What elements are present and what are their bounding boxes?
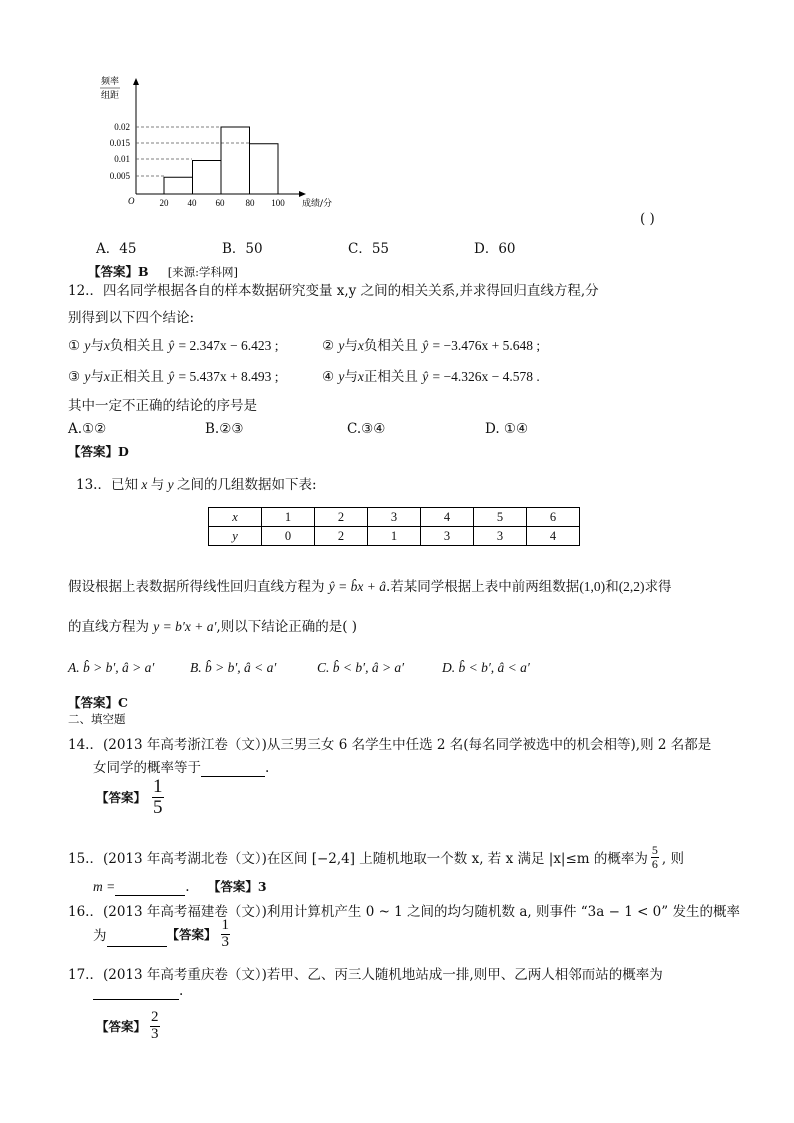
q16-answer-denominator: 3 bbox=[221, 933, 230, 950]
table-row bbox=[209, 527, 580, 546]
q12-conclusion-1: ① y与x负相关且 ŷ = 2.347x − 6.423 ; bbox=[68, 338, 279, 354]
q13-answer: C bbox=[118, 695, 128, 710]
q13-option-c: C. b̂ < b′, â > a′ bbox=[317, 660, 405, 675]
q13-data-table bbox=[208, 507, 580, 546]
q12-c2-num: ② bbox=[322, 338, 335, 354]
q14-line2 bbox=[93, 756, 269, 777]
q12-option-a: A.①② bbox=[68, 421, 107, 437]
table-cell: 1 bbox=[368, 527, 421, 546]
x-tick-80: 80 bbox=[245, 198, 255, 208]
section-heading-fill-in: 二、填空题 bbox=[68, 712, 126, 726]
q11-option-c: C．55 bbox=[348, 241, 390, 257]
x-axis-arrow bbox=[299, 191, 306, 197]
table-cell: 3 bbox=[368, 508, 421, 527]
q11-option-b: B．50 bbox=[222, 241, 263, 257]
q11-answer: B bbox=[138, 264, 149, 279]
q15-frac-numerator: 5 bbox=[651, 843, 658, 857]
table-cell: 4 bbox=[527, 527, 580, 546]
y-label-top: 频率 bbox=[100, 77, 120, 87]
q14-answer-numerator: 1 bbox=[153, 776, 163, 797]
x-tick-40: 40 bbox=[187, 198, 197, 208]
q17-answer-fraction bbox=[150, 1010, 160, 1043]
q12-c4-eq: = −4.326x − 4.578 . bbox=[432, 369, 540, 384]
q12-c3-num: ③ bbox=[68, 369, 81, 385]
q15-answer-label: 【答案】 bbox=[207, 879, 258, 894]
q16-answer-label: 【答案】 bbox=[166, 927, 217, 943]
q16-line2-text: 为 bbox=[93, 928, 107, 945]
origin-label: O bbox=[128, 196, 135, 206]
table-cell: 3 bbox=[474, 527, 527, 546]
q12-c3-rel: 正相关且 bbox=[109, 369, 164, 385]
q13-stem: 13.．已知 x 与 y 之间的几组数据如下表: bbox=[76, 477, 317, 493]
q12-conclusion-3: ③ y与x正相关且 ŷ = 5.437x + 8.493 ; bbox=[68, 369, 279, 385]
histogram-bar-40-60 bbox=[193, 161, 222, 195]
q14-line2-end: . bbox=[265, 760, 270, 776]
q12-stem-line1: 12.．四名同学根据各自的样本数据研究变量 x,y 之间的相关关系,并求得回归直线方程,分 bbox=[68, 283, 599, 299]
q16-answer-numerator: 1 bbox=[221, 917, 230, 933]
q14-answer-fraction bbox=[152, 777, 164, 818]
table-row bbox=[209, 508, 580, 527]
x-tick-60: 60 bbox=[215, 198, 225, 208]
y-tick-0-01: 0.01 bbox=[114, 154, 130, 164]
table-cell: 6 bbox=[527, 508, 580, 527]
q14-blank bbox=[201, 760, 265, 777]
q12-conclusion-2: ② y与x负相关且 ŷ = −3.476x + 5.648 ; bbox=[322, 338, 541, 354]
q15-blank bbox=[115, 879, 185, 896]
table-cell: 3 bbox=[421, 527, 474, 546]
q13-line2 bbox=[68, 615, 357, 635]
table-cell: 4 bbox=[421, 508, 474, 527]
q15-line2-end: . bbox=[185, 879, 190, 895]
y-axis-arrow bbox=[133, 78, 139, 85]
q15-line1 bbox=[68, 844, 684, 870]
q11-option-a: A．45 bbox=[96, 241, 137, 257]
q12-c1-eq: = 2.347x − 6.423 ; bbox=[178, 338, 279, 353]
histogram-bar-60-80 bbox=[221, 127, 250, 194]
table-header-y: y bbox=[209, 527, 262, 546]
q13-option-a: A. b̂ > b′, â > a′ bbox=[68, 660, 155, 675]
histogram-bar-80-100 bbox=[250, 144, 279, 194]
table-header-x: x bbox=[209, 508, 262, 527]
q13-line2-a: 的直线方程为 bbox=[68, 619, 149, 635]
q13-option-b: B. b̂ > b′, â < a′ bbox=[190, 660, 277, 675]
q12-option-b: B.②③ bbox=[205, 421, 244, 437]
q17-line1: 17.．(2013 年高考重庆卷（文）)若甲、乙、丙三人随机地站成一排,则甲、乙两人相邻而站的概率为 bbox=[68, 967, 663, 983]
q12-c1-with: 与 bbox=[90, 338, 104, 354]
q13-line-eq: y = b′x + a′ bbox=[153, 619, 217, 634]
q13-line1-c: 求得 bbox=[644, 579, 672, 595]
q16-blank bbox=[107, 930, 167, 947]
table-cell: 0 bbox=[262, 527, 315, 546]
q13-answer-line bbox=[68, 692, 128, 711]
q14-answer-label: 【答案】 bbox=[96, 790, 147, 806]
q12-conclusion-4: ④ y与x正相关且 ŷ = −4.326x − 4.578 . bbox=[322, 369, 540, 385]
q13-line1 bbox=[68, 575, 672, 595]
q17-answer-denominator: 3 bbox=[151, 1025, 159, 1042]
q13-and: 和 bbox=[605, 579, 619, 595]
y-tick-0-02: 0.02 bbox=[114, 122, 130, 132]
q11-source: [来源:学科网] bbox=[167, 265, 239, 279]
histogram-figure bbox=[80, 72, 350, 217]
q11-answer-line bbox=[88, 261, 238, 280]
q13-answer-label: 【答案】 bbox=[68, 695, 119, 710]
q12-c1-y: y bbox=[84, 338, 91, 353]
histogram-bars bbox=[164, 127, 278, 194]
q13-stem-start: 13.．已知 bbox=[76, 477, 138, 493]
q13-point-1: (1,0) bbox=[579, 579, 606, 594]
q16-answer-fraction bbox=[221, 918, 231, 951]
q12-c4-rel: 正相关且 bbox=[363, 369, 418, 385]
q17-blank bbox=[93, 983, 179, 1000]
q12-c1-num: ① bbox=[68, 338, 81, 354]
q17-answer-label: 【答案】 bbox=[96, 1019, 147, 1035]
q14-answer-denominator: 5 bbox=[153, 796, 163, 818]
q11-paren: ( ) bbox=[640, 211, 655, 227]
histogram-bar-20-40 bbox=[164, 177, 193, 194]
q11-answer-label: 【答案】 bbox=[88, 264, 139, 279]
y-tick-0-015: 0.015 bbox=[109, 138, 130, 148]
q12-c1-x: x bbox=[103, 338, 110, 353]
q13-regression-eq: ŷ = b̂x + â bbox=[328, 579, 387, 594]
q12-stem-line2: 别得到以下四个结论: bbox=[68, 310, 195, 326]
q12-c4-num: ④ bbox=[322, 369, 335, 385]
q13-stem-mid: 与 bbox=[150, 477, 165, 493]
q15-answer: 3 bbox=[257, 879, 267, 894]
q12-c3-eq: = 5.437x + 8.493 ; bbox=[178, 369, 279, 384]
q12-option-d: D. ①④ bbox=[485, 421, 529, 437]
q13-line1-a: 假设根据上表数据所得线性回归直线方程为 bbox=[68, 579, 325, 595]
q15-line2-text: m = bbox=[93, 879, 116, 894]
table-cell: 5 bbox=[474, 508, 527, 527]
q13-option-d: D. b̂ < b′, â < a′ bbox=[442, 660, 530, 675]
table-cell: 2 bbox=[315, 527, 368, 546]
x-tick-20: 20 bbox=[159, 198, 169, 208]
q15-line1-end: , 则 bbox=[661, 851, 684, 868]
q15-line2 bbox=[93, 877, 267, 896]
table-cell: 1 bbox=[262, 508, 315, 527]
y-label-bottom: 组距 bbox=[100, 91, 120, 101]
q13-point-2: (2,2) bbox=[618, 579, 645, 594]
q15-fraction bbox=[651, 844, 659, 870]
q13-line1-b: .若某同学根据上表中前两组数据 bbox=[386, 579, 580, 595]
q12-answer-label: 【答案】 bbox=[68, 444, 119, 459]
q13-line2-b: ,则以下结论正确的是( ) bbox=[216, 619, 358, 635]
q12-c1-rel: 负相关且 bbox=[109, 338, 164, 354]
y-tick-0-005: 0.005 bbox=[109, 171, 130, 181]
q12-answer: D bbox=[118, 444, 129, 459]
q17-line2-end: . bbox=[179, 983, 184, 999]
q12-prompt: 其中一定不正确的结论的序号是 bbox=[68, 398, 257, 414]
q16-line2 bbox=[93, 918, 230, 951]
q11-option-d: D．60 bbox=[474, 241, 516, 257]
q14-line2-text: 女同学的概率等于 bbox=[93, 760, 201, 776]
q12-c2-rel: 负相关且 bbox=[363, 338, 418, 354]
x-axis-label: 成绩/分 bbox=[302, 199, 333, 209]
q15-frac-denominator: 6 bbox=[651, 856, 658, 871]
q12-c2-eq: = −3.476x + 5.648 ; bbox=[432, 338, 541, 353]
q13-stem-end: 之间的几组数据如下表: bbox=[176, 477, 317, 493]
table-cell: 2 bbox=[315, 508, 368, 527]
x-tick-100: 100 bbox=[271, 198, 285, 208]
q12-option-c: C.③④ bbox=[347, 421, 386, 437]
q14-answer-line bbox=[96, 777, 164, 818]
q15-line1-text: 15.．(2013 年高考湖北卷（文）)在区间 [−2,4] 上随机地取一个数 x, 若 x 满足 |x|≤m 的概率为 bbox=[68, 851, 648, 868]
q16-line1: 16.．(2013 年高考福建卷（文）)利用计算机产生 0 ~ 1 之间的均匀随机数 a, 则事件 “3a − 1 < 0” 发生的概率 bbox=[68, 904, 740, 920]
q17-answer-numerator: 2 bbox=[151, 1009, 159, 1025]
q12-answer-line bbox=[68, 441, 129, 460]
q17-line2 bbox=[93, 983, 183, 1000]
q17-answer-line bbox=[96, 1010, 160, 1043]
q14-line1: 14.．(2013 年高考浙江卷（文）)从三男三女 6 名学生中任选 2 名(每名同学被选中的机会相等),则 2 名都是 bbox=[68, 737, 712, 753]
